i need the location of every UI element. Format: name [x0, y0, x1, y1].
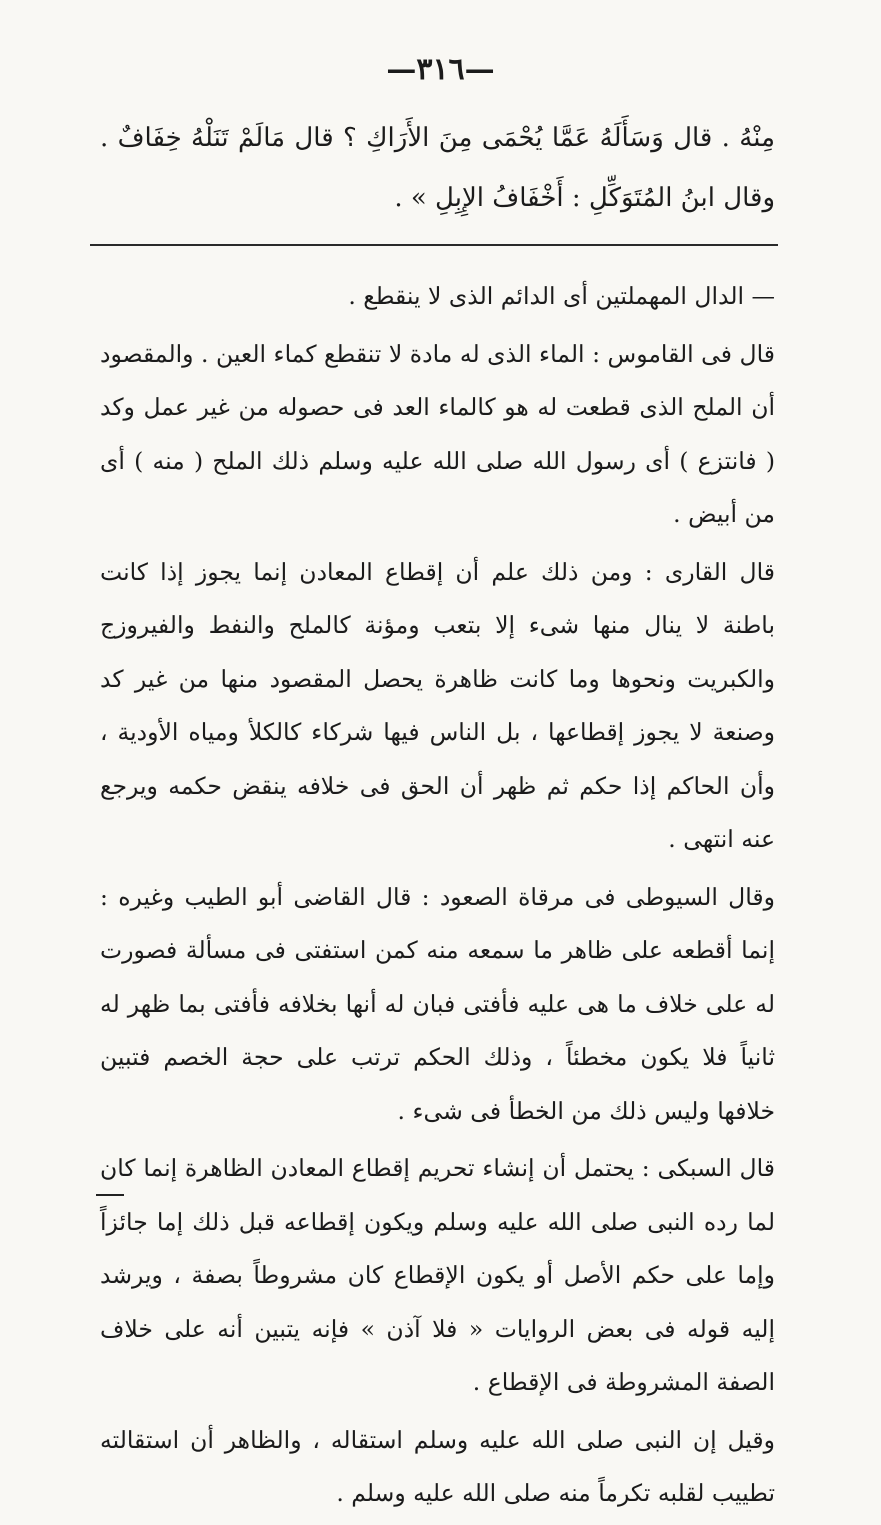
note-paragraph: قال القارى : ومن ذلك علم أن إقطاع المعادن إنما يجوز إذا كانت باطنة لا ينال منها شىء إلا بتعب ومؤنة كالملح والنفط والفيروزج والكبريت ونحوها وما كانت ظاهرة يحصل المقصود منها من غير كد وصنعة لا يجوز إقطاعها ، بل الناس فيها شركاء كالكلأ ومياه الأودية ، وأن الحاكم إذا حكم ثم ظهر أن الحق فى خلافه ينقض حكمه ويرجع عنه انتهى . [100, 557, 775, 853]
continuation-dash [96, 1194, 124, 1196]
page-number: —٣١٦— [386, 52, 495, 87]
note-paragraph: قال السبكى : يحتمل أن إنشاء تحريم إقطاع المعادن الظاهرة إنما كان لما رده النبى صلى الله عليه وسلم ويكون إقطاعه قبل ذلك إما جائزاً وإما على حكم الأصل أو يكون الإقطاع كان مشروطاً بصفة ، ويرشد إليه قوله فى بعض الروايات « فلا آذن » فإنه يتبين أنه على خلاف الصفة المشروطة فى الإقطاع . [100, 1154, 775, 1396]
main-text: مِنْهُ . قال وَسَأَلَهُ عَمَّا يُحْمَى مِنَ الأَرَاكِ ؟ قال مَالَمْ تَنَلْهُ خِفَافٌ . وقال ابنُ المُتَوَكِّلِ : أَخْفَافُ الإِبِلِ » . [100, 123, 775, 213]
note-paragraph: وقيل إن النبى صلى الله عليه وسلم استقاله ، والظاهر أن استقالته تطييب لقلبه تكرماً منه صلى الله عليه وسلم . [100, 1425, 775, 1507]
commentary-notes [100, 270, 775, 1525]
note-paragraph: — الدال المهملتين أى الدائم الذى لا ينقطع . [348, 282, 775, 310]
footnote-divider [90, 244, 778, 246]
note-paragraph: وقال السيوطى فى مرقاة الصعود : قال القاضى أبو الطيب وغيره : إنما أقطعه على ظاهر ما سمعه منه كمن استفتى فى مسألة فصورت له على خلاف ما هى عليه فأفتى فبان له أنها بخلافه فأفتى بما ظهر له ثانياً فلا يكون مخطئاً ، وذلك الحكم ترتب على حجة الخصم فتبين خلافها وليس ذلك من الخطأ فى شىء . [100, 882, 775, 1125]
note-paragraph: قال فى القاموس : الماء الذى له مادة لا تنقطع كماء العين . والمقصود أن الملح الذى قطعت له هو كالماء العد فى حصوله من غير عمل وكد ( فانتزع ) أى رسول الله صلى الله عليه وسلم ذلك الملح ( منه ) أى من أبيض . [100, 339, 775, 528]
